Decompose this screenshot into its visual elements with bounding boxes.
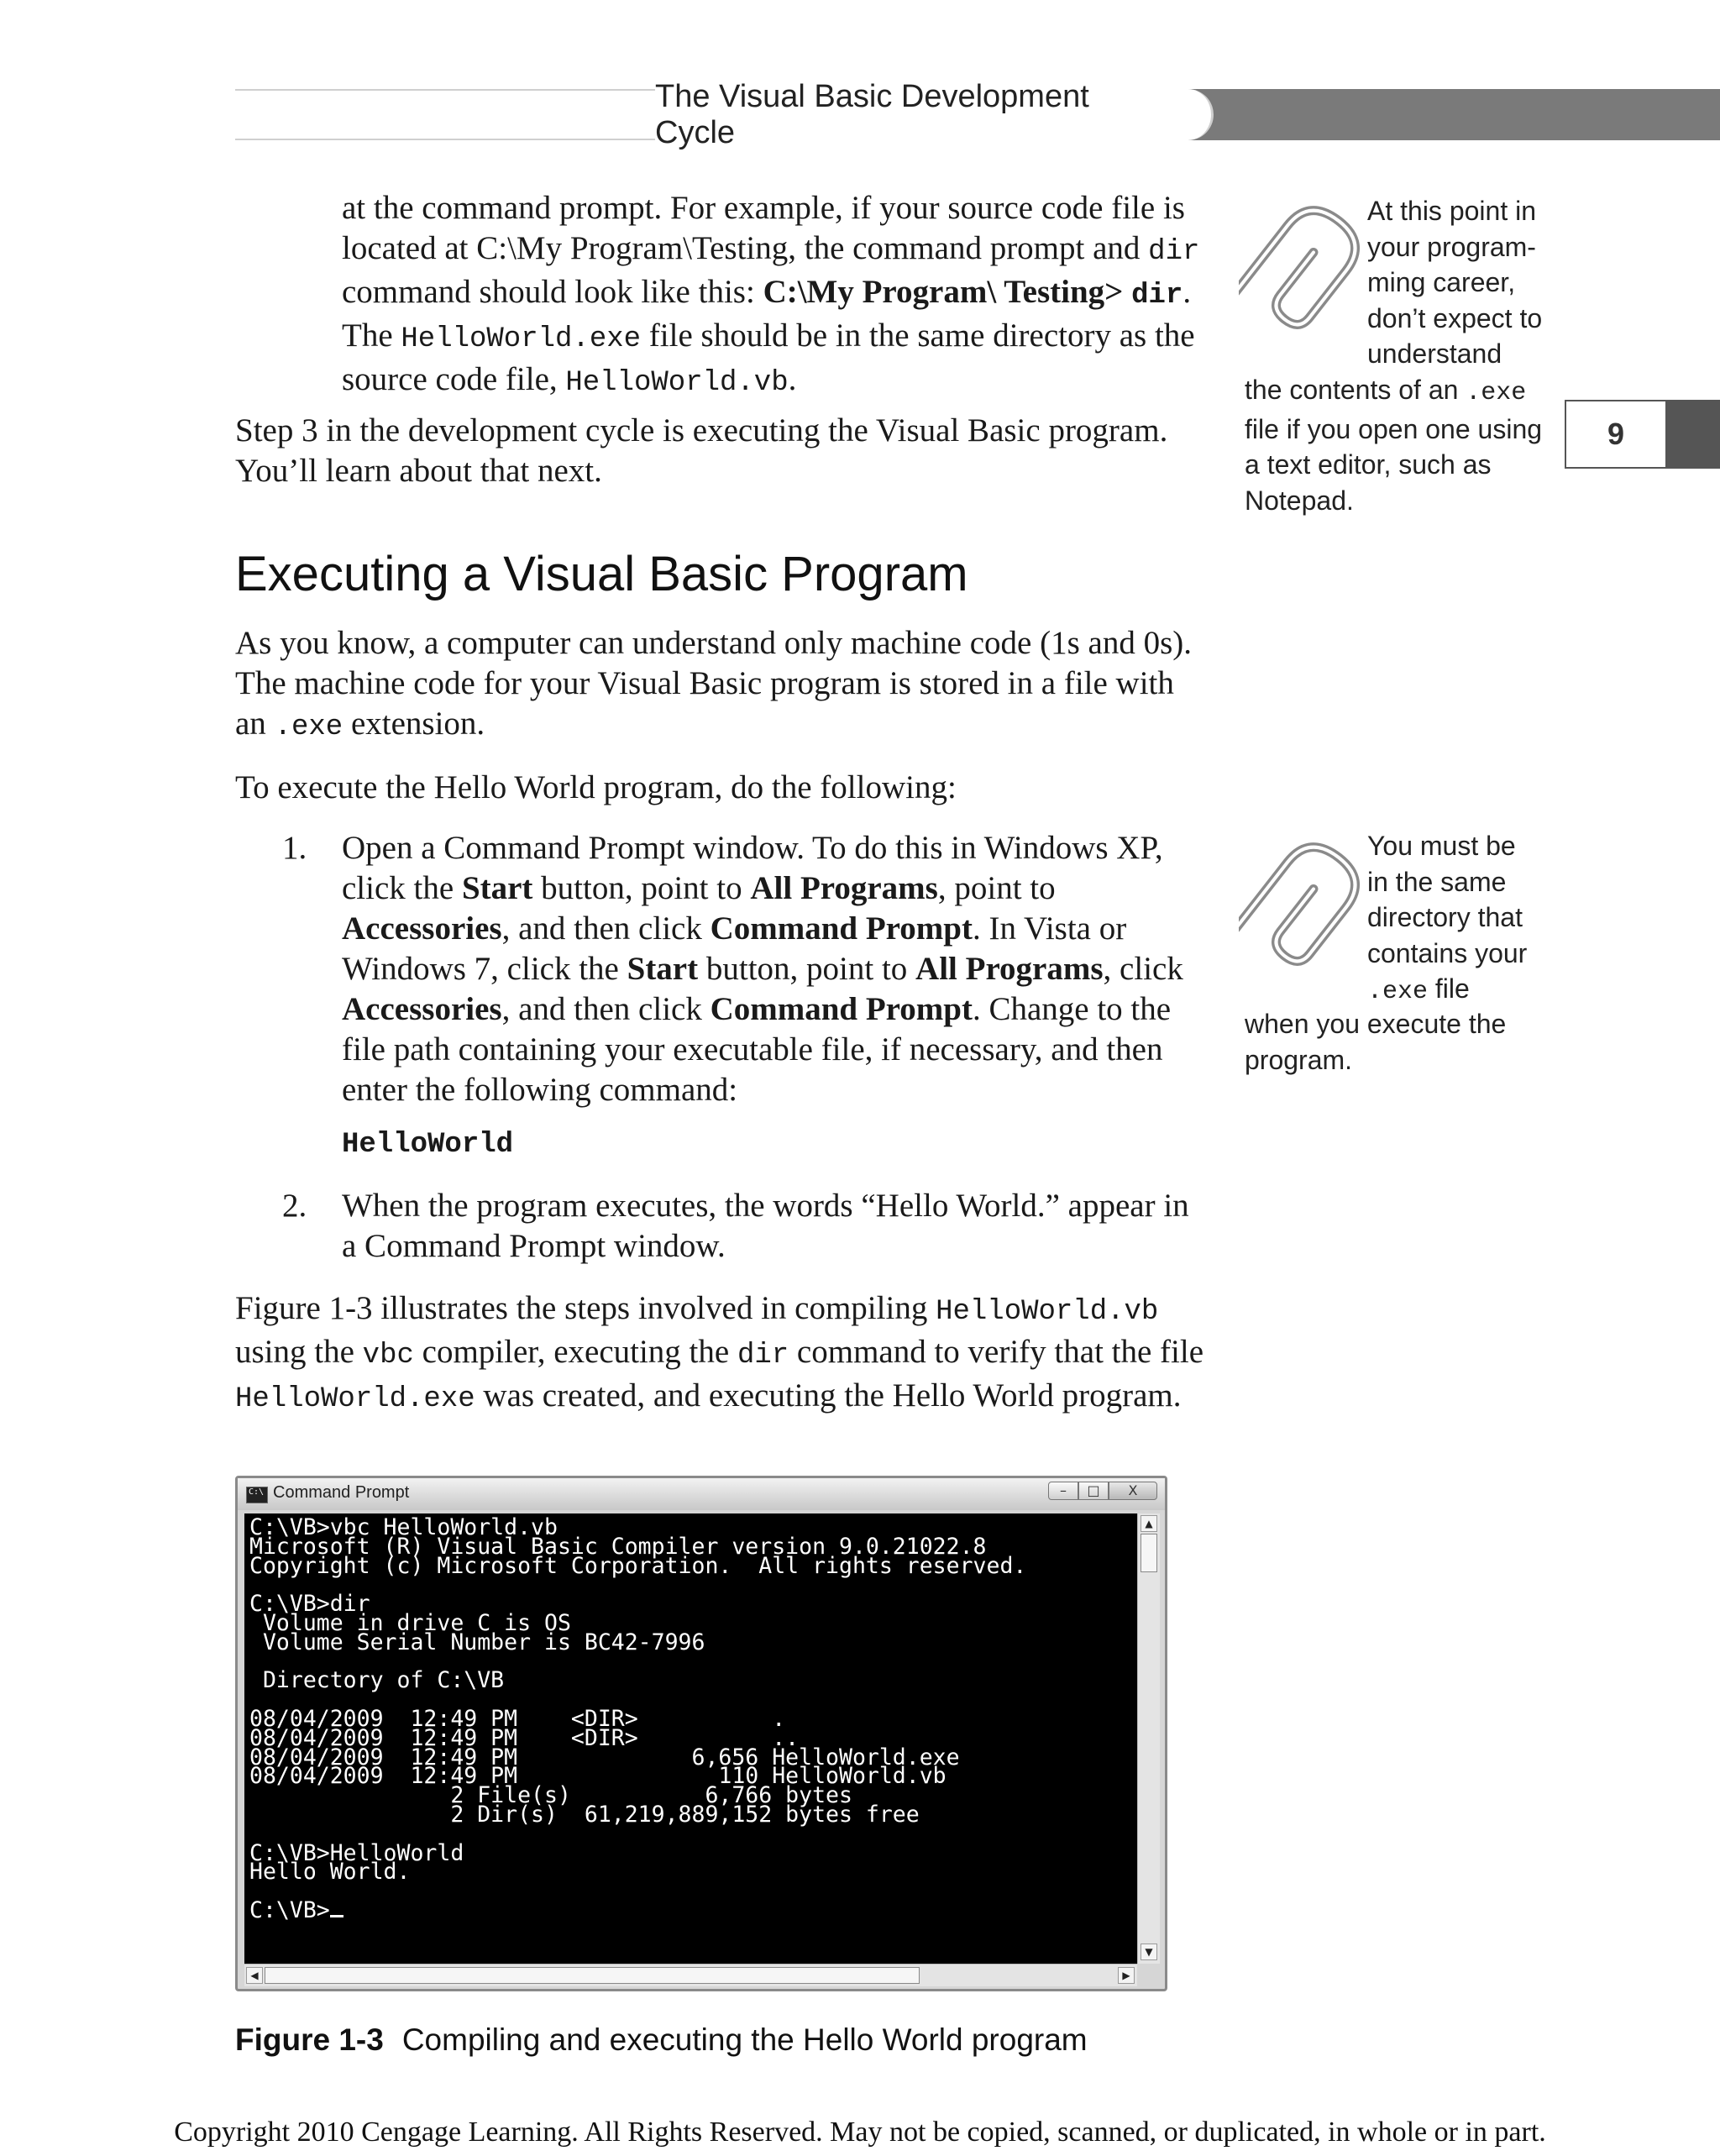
console-line: C:\VB>dir	[249, 1591, 370, 1618]
figure-intro-paragraph	[235, 1288, 1218, 1419]
copyright-footer: Copyright 2010 Cengage Learning. All Rights Reserved. May not be copied, scanned, or duplicated, in whole or in part.	[174, 2117, 1546, 2148]
text-run: Open a Command Prompt window. To do this in Windows XP, click the	[342, 830, 1163, 906]
text-run: the contents of an	[1245, 375, 1466, 405]
bold-path: C:\My Program\ Testing>	[763, 274, 1132, 310]
minimize-button[interactable]: –	[1048, 1482, 1078, 1500]
console-line: 08/04/2009 12:49 PM 6,656 HelloWorld.exe	[249, 1744, 960, 1770]
text-run: Figure 1-3 illustrates the steps involved in compiling	[235, 1290, 936, 1326]
bold-term: Accessories	[342, 991, 502, 1027]
inline-code: HelloWorld.vb	[936, 1296, 1159, 1328]
step-number: 2.	[282, 1188, 307, 1224]
inline-code: vbc	[362, 1340, 414, 1372]
running-header-title: The Visual Basic Development Cycle	[655, 78, 1089, 150]
maximize-button[interactable]: □	[1078, 1482, 1109, 1500]
text-run: . Change to the file path containing your executable file, if necessary, and then enter the following command:	[342, 991, 1172, 1108]
text-run: compiler, executing the	[413, 1334, 737, 1370]
bold-term: Command Prompt	[710, 910, 973, 947]
scroll-up-arrow-icon[interactable]: ▲	[1141, 1515, 1157, 1532]
inline-code: HelloWorld.exe	[401, 323, 642, 355]
text-run: .	[788, 361, 797, 397]
bold-term: Command Prompt	[710, 991, 973, 1027]
inline-code: .exe	[274, 711, 343, 743]
figure-label: Figure 1-3	[235, 2022, 384, 2057]
console-line: 2 Dir(s) 61,219,889,152 bytes free	[249, 1801, 920, 1828]
console-line: C:\VB>vbc HelloWorld.vb	[249, 1514, 558, 1540]
bold-term: Accessories	[342, 910, 502, 947]
paperclip-icon	[1239, 193, 1365, 340]
horizontal-scroll-thumb[interactable]	[265, 1967, 920, 1984]
to-execute-paragraph: To execute the Hello World program, do the following:	[235, 769, 957, 805]
console-app-icon: C:\	[246, 1487, 268, 1503]
text-run: at the command prompt. For example, if your source code file is located at C:\My Program\Testing, the command prompt and	[342, 190, 1185, 266]
text-run: You must be in the same directory that contains your	[1367, 831, 1528, 968]
console-line: Copyright (c) Microsoft Corporation. All rights reserved.	[249, 1552, 1027, 1579]
console-cursor	[330, 1915, 343, 1917]
console-line: Volume Serial Number is BC42-7996	[249, 1629, 705, 1655]
text-run: , point to	[937, 870, 1056, 906]
scroll-left-arrow-icon[interactable]: ◀	[246, 1967, 263, 1984]
section-heading: Executing a Visual Basic Program	[235, 547, 968, 601]
inline-code: dir	[1148, 236, 1200, 268]
text-run: command to verify that the file	[789, 1334, 1204, 1370]
text-run: . The	[342, 274, 1192, 354]
step-number: 1.	[282, 830, 307, 866]
inline-code: HelloWorld.exe	[235, 1383, 475, 1415]
text-run: , and then click	[501, 991, 711, 1027]
margin-note-2-top	[1367, 828, 1544, 1010]
chapter-tab	[1565, 400, 1665, 469]
text-run: As you know, a computer can understand only machine code (1s and 0s). The machine code for your Visual Basic program is stored in a file with an	[235, 625, 1192, 742]
console-line: Hello World.	[249, 1859, 411, 1886]
text-run: extension.	[343, 706, 485, 742]
text-run: file if you open one using a text editor, such as Notepad.	[1245, 413, 1543, 516]
scroll-right-arrow-icon[interactable]: ▶	[1118, 1967, 1135, 1984]
text-run: file should be in the same directory as the source code file,	[342, 317, 1195, 397]
text-run: command should look like this:	[342, 274, 763, 310]
console-output[interactable]	[244, 1513, 1137, 1964]
console-line: Microsoft (R) Visual Basic Compiler version 9.0.21022.8	[249, 1533, 987, 1560]
header-bar	[1159, 89, 1720, 140]
text-run: using the	[235, 1334, 363, 1370]
running-header	[655, 78, 1214, 150]
console-line: C:\VB>	[249, 1896, 330, 1923]
text-run: , and then click	[501, 910, 711, 947]
inline-code-bold: dir	[1131, 280, 1183, 312]
text-run: , click	[1103, 951, 1183, 987]
command-code: HelloWorld	[342, 1129, 514, 1161]
margin-note-1-top: At this point in your program-ming career, don’t expect to understand	[1367, 196, 1543, 369]
inline-code: dir	[737, 1340, 789, 1372]
console-line: 08/04/2009 12:49 PM <DIR> .	[249, 1705, 786, 1732]
figure-caption	[235, 2022, 1088, 2058]
close-button[interactable]: X	[1109, 1482, 1157, 1500]
bold-term: Start	[461, 870, 533, 906]
bold-term: Start	[627, 951, 699, 987]
continuation-paragraph	[342, 188, 1207, 403]
step-2-text: When the program executes, the words “Hello World.” appear in a Command Prompt window.	[342, 1188, 1189, 1264]
window-titlebar[interactable]	[238, 1478, 1165, 1510]
console-line: 2 File(s) 6,766 bytes	[249, 1782, 852, 1809]
margin-note-2-bottom: when you execute the program.	[1245, 1009, 1507, 1075]
scroll-down-arrow-icon[interactable]: ▼	[1141, 1944, 1157, 1960]
text-run: button, point to	[698, 951, 916, 987]
bold-term: All Programs	[750, 870, 938, 906]
inline-code: .exe	[1367, 978, 1429, 1006]
paperclip-icon	[1239, 830, 1365, 977]
text-run: button, point to	[532, 870, 751, 906]
chapter-number: 9	[1607, 417, 1625, 451]
vertical-scrollbar[interactable]	[1137, 1513, 1160, 1964]
window-title: Command Prompt	[273, 1483, 410, 1502]
text-run: . In Vista or Windows 7, click the	[342, 910, 1127, 987]
console-line: C:\VB>HelloWorld	[249, 1839, 464, 1866]
step3-paragraph: Step 3 in the development cycle is executing the Visual Basic program. You’ll learn about that next.	[235, 412, 1168, 489]
bold-term: All Programs	[915, 951, 1104, 987]
console-line: Volume in drive C is OS	[249, 1609, 571, 1636]
console-text	[249, 1514, 1027, 1923]
figure-caption-text: Compiling and executing the Hello World program	[401, 2022, 1088, 2057]
inline-code: .exe	[1466, 379, 1527, 407]
console-line: 08/04/2009 12:49 PM <DIR> ..	[249, 1724, 800, 1751]
command-prompt-window	[235, 1476, 1167, 1991]
console-line: Directory of C:\VB	[249, 1667, 505, 1694]
console-line: 08/04/2009 12:49 PM 110 HelloWorld.vb	[249, 1763, 947, 1790]
horizontal-scrollbar[interactable]	[244, 1964, 1137, 1986]
machine-code-paragraph	[235, 623, 1209, 748]
text-run: file	[1428, 973, 1470, 1004]
vertical-scroll-thumb[interactable]	[1141, 1534, 1157, 1572]
margin-note-1-bottom	[1245, 372, 1547, 518]
step-1-text	[342, 828, 1207, 1110]
text-run: was created, and executing the Hello World program.	[475, 1377, 1182, 1414]
chapter-tab-fill	[1665, 400, 1720, 469]
inline-code: HelloWorld.vb	[565, 367, 789, 399]
